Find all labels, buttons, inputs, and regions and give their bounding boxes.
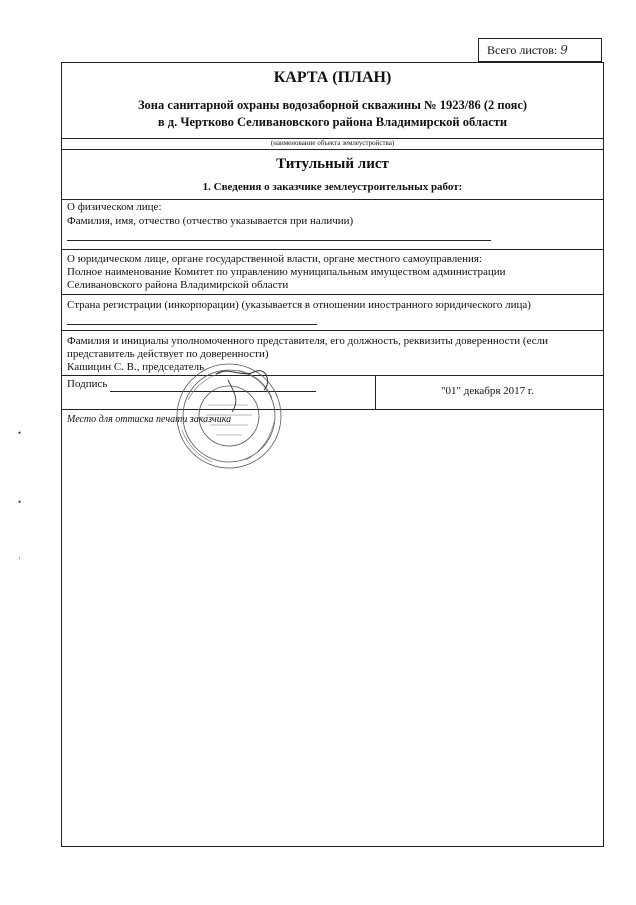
legal-entity-name-line1: Полное наименование Комитет по управлению муниципальным имуществом администрации xyxy=(67,266,506,278)
signature-label: Подпись xyxy=(67,378,108,390)
total-sheets-count: 9 xyxy=(560,43,568,57)
divider xyxy=(62,375,603,376)
legal-entity-label: О юридическом лице, органе государственной власти, органе местного самоуправления: xyxy=(67,253,482,265)
divider xyxy=(62,249,603,250)
divider xyxy=(62,149,603,150)
individual-name-label: Фамилия, имя, отчество (отчество указывается при наличии) xyxy=(67,215,354,227)
section-heading: 1. Сведения о заказчике землеустроительных работ: xyxy=(202,181,463,193)
signature-date: "01" декабря 2017 г. xyxy=(441,385,534,397)
registration-line xyxy=(67,324,317,325)
divider xyxy=(62,199,603,200)
object-name-line2: в д. Чертково Селивановского района Владимирской области xyxy=(157,115,508,129)
scan-mark: • xyxy=(18,497,22,507)
document-frame xyxy=(61,62,604,847)
divider xyxy=(62,409,603,410)
divider xyxy=(62,294,603,295)
representative-value: Кашицин С. В., председатель xyxy=(67,361,205,373)
representative-label-line1: Фамилия и инициалы уполномоченного представителя, его должность, реквизиты доверенности (если xyxy=(67,335,548,347)
representative-label-line2: представитель действует по доверенности) xyxy=(67,348,269,360)
legal-entity-name-line2: Селивановского района Владимирской области xyxy=(67,279,289,291)
scan-mark: · xyxy=(18,553,21,563)
divider xyxy=(62,330,603,331)
stamp-seal-icon xyxy=(168,360,290,472)
total-sheets-label: Всего листов: xyxy=(487,43,558,57)
scan-mark: • xyxy=(18,428,22,438)
seal-place-label: Место для оттиска печати заказчика xyxy=(67,414,232,425)
title-sheet-heading: Титульный лист xyxy=(276,156,389,172)
registration-label: Страна регистрации (инкорпорации) (указывается в отношении иностранного юридического лица) xyxy=(67,299,531,311)
document-title: КАРТА (ПЛАН) xyxy=(273,69,392,86)
object-name-line1: Зона санитарной охраны водозаборной скважины № 1923/86 (2 пояс) xyxy=(137,98,528,112)
signature-column-divider xyxy=(375,375,376,409)
object-name-caption: (наименование объекта землеустройства) xyxy=(270,139,395,147)
individual-name-line xyxy=(67,240,491,241)
individual-label: О физическом лице: xyxy=(67,201,162,213)
total-sheets-box xyxy=(478,38,602,62)
